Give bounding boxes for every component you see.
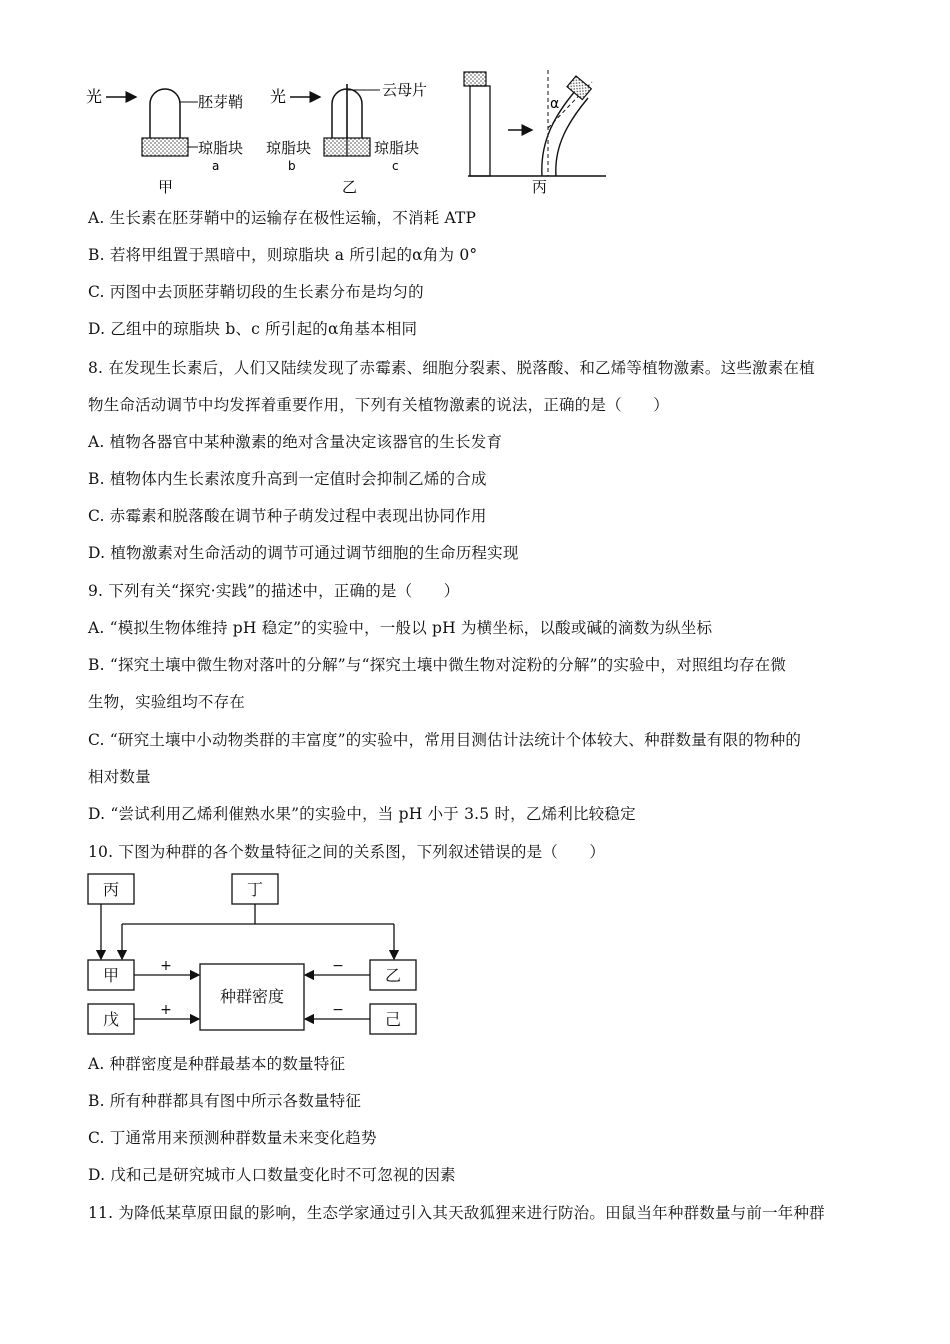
panel-jia <box>86 87 243 196</box>
q9-option-c-line1: C. “研究土壤中小动物类群的丰富度”的实验中，常用目测估计法统计个体较大、种群数量有限的物种的 <box>88 731 802 749</box>
mica-label: 云母片 <box>382 81 428 99</box>
q7-option-a: A. 生长素在胚芽鞘中的运输存在极性运输，不消耗 ATP <box>88 209 477 227</box>
label-population-density: 种群密度 <box>219 987 285 1006</box>
sign-ji-minus: − <box>332 1002 344 1018</box>
label-yi: 乙 <box>384 966 402 985</box>
q8-stem-line2: 物生命活动调节中均发挥着重要作用，下列有关植物激素的说法，正确的是（ ） <box>88 396 669 414</box>
label-wu: 戊 <box>102 1010 120 1029</box>
q7-option-c: C. 丙图中去顶胚芽鞘切段的生长素分布是均匀的 <box>88 283 424 301</box>
agar-block-a <box>142 138 188 156</box>
population-diagram <box>80 868 430 1040</box>
q9-stem: 9. 下列有关“探究·实践”的描述中，正确的是（ ） <box>88 582 460 600</box>
q10-stem: 10. 下图为种群的各个数量特征之间的关系图，下列叙述错误的是（ ） <box>88 843 606 861</box>
panel-label-bing: 丙 <box>532 178 548 196</box>
stand-post <box>470 86 490 176</box>
sign-wu-plus: + <box>160 1002 172 1018</box>
panel-label-yi: 乙 <box>342 178 358 196</box>
panel-label-jia: 甲 <box>158 178 174 196</box>
label-ji: 己 <box>384 1010 402 1029</box>
label-bing: 丙 <box>102 880 120 899</box>
q7-option-d: D. 乙组中的琼脂块 b、c 所引起的α角基本相同 <box>88 320 418 338</box>
q9-option-c-line2: 相对数量 <box>88 768 151 786</box>
sign-yi-minus: − <box>332 958 344 974</box>
agar-block-b <box>324 138 347 156</box>
alpha-label: α <box>550 96 560 112</box>
q10-option-c: C. 丁通常用来预测种群数量未来变化趋势 <box>88 1129 377 1147</box>
q10-option-a: A. 种群密度是种群最基本的数量特征 <box>88 1055 346 1073</box>
sign-jia-plus: + <box>160 958 172 974</box>
label-a: a <box>212 159 220 173</box>
coleoptile-jia <box>150 89 180 138</box>
q9-option-b-line2: 生物，实验组均不存在 <box>88 693 246 711</box>
q8-stem-line1: 8. 在发现生长素后，人们又陆续发现了赤霉素、细胞分裂素、脱落酸、和乙烯等植物激素。这些激素在植 <box>88 359 815 377</box>
label-c: c <box>392 159 399 173</box>
agar-label-yi-left: 琼脂块 <box>266 139 312 157</box>
panel-yi <box>266 81 427 196</box>
coleoptile-figure <box>80 64 620 200</box>
agar-block-on-stand <box>464 72 486 86</box>
panel-bing <box>464 70 606 196</box>
q8-option-c: C. 赤霉素和脱落酸在调节种子萌发过程中表现出协同作用 <box>88 507 487 525</box>
label-ding: 丁 <box>246 880 264 899</box>
q9-option-b-line1: B. “探究土壤中微生物对落叶的分解”与“探究土壤中微生物对淀粉的分解”的实验中，对照组均存在微 <box>88 656 787 674</box>
q10-option-b: B. 所有种群都具有图中所示各数量特征 <box>88 1092 362 1110</box>
label-b: b <box>288 159 296 173</box>
q7-option-b: B. 若将甲组置于黑暗中，则琼脂块 a 所引起的α角为 0° <box>88 246 478 264</box>
agar-label-jia: 琼脂块 <box>198 139 244 157</box>
agar-block-c <box>347 138 370 156</box>
q8-option-d: D. 植物激素对生命活动的调节可通过调节细胞的生命历程实现 <box>88 544 519 562</box>
q8-option-b: B. 植物体内生长素浓度升高到一定值时会抑制乙烯的合成 <box>88 470 487 488</box>
light-label-yi: 光 <box>270 87 287 106</box>
q8-option-a: A. 植物各器官中某种激素的绝对含量决定该器官的生长发育 <box>88 433 503 451</box>
q9-option-a: A. “模拟生物体维持 pH 稳定”的实验中，一般以 pH 为横坐标，以酸或碱的滴数为纵坐标 <box>88 619 713 637</box>
light-label-jia: 光 <box>86 87 103 106</box>
label-jia: 甲 <box>102 966 120 985</box>
agar-label-yi-right: 琼脂块 <box>374 139 420 157</box>
coleoptile-label: 胚芽鞘 <box>198 93 244 111</box>
q11-stem: 11. 为降低某草原田鼠的影响，生态学家通过引入其天敌狐狸来进行防治。田鼠当年种群数量与前一年种群 <box>88 1204 825 1222</box>
q9-option-d: D. “尝试利用乙烯利催熟水果”的实验中，当 pH 小于 3.5 时，乙烯利比较稳定 <box>88 805 636 823</box>
q10-option-d: D. 戊和己是研究城市人口数量变化时不可忽视的因素 <box>88 1166 456 1184</box>
